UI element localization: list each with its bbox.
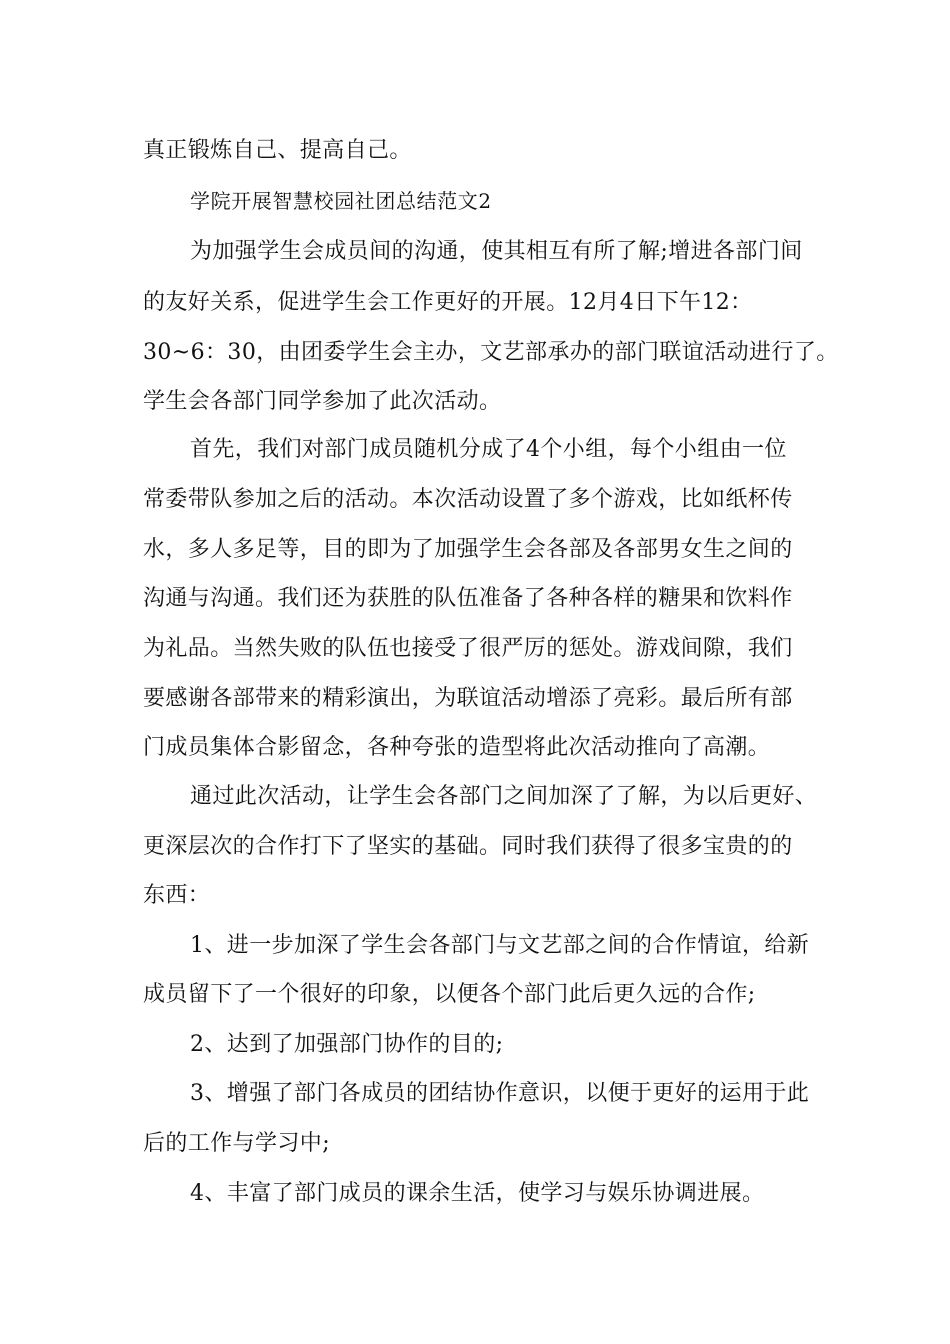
text-line: 真正锻炼自己、提高自己。 bbox=[143, 138, 412, 163]
text-line: 门成员集体合影留念，各种夸张的造型将此次活动推向了高潮。 bbox=[143, 735, 771, 760]
text-line: 要感谢各部带来的精彩演出，为联谊活动增添了亮彩。最后所有部 bbox=[143, 686, 793, 711]
text-line: 常委带队参加之后的活动。本次活动设置了多个游戏，比如纸杯传 bbox=[143, 487, 793, 512]
text-line: 首先，我们对部门成员随机分成了4个小组，每个小组由一位 bbox=[190, 437, 787, 462]
text-line: 学生会各部门同学参加了此次活动。 bbox=[143, 389, 502, 414]
text-line: 后的工作与学习中; bbox=[143, 1131, 331, 1156]
list-item: 2、达到了加强部门协作的目的; bbox=[190, 1032, 504, 1057]
list-item: 4、丰富了部门成员的课余生活，使学习与娱乐协调进展。 bbox=[190, 1181, 765, 1206]
text-line: 沟通与沟通。我们还为获胜的队伍准备了各种各样的糖果和饮料作 bbox=[143, 586, 793, 611]
text-line: 30~6：30，由团委学生会主办，文艺部承办的部门联谊活动进行了。 bbox=[143, 340, 839, 365]
text-line: 更深层次的合作打下了坚实的基础。同时我们获得了很多宝贵的的 bbox=[143, 834, 793, 859]
text-line: 为加强学生会成员间的沟通，使其相互有所了解;增进各部门间 bbox=[190, 239, 803, 264]
section-heading: 学院开展智慧校园社团总结范文2 bbox=[190, 189, 492, 213]
text-line: 水，多人多足等，目的即为了加强学生会各部及各部男女生之间的 bbox=[143, 537, 793, 562]
text-line: 的友好关系，促进学生会工作更好的开展。12月4日下午12： bbox=[143, 290, 753, 315]
text-line: 通过此次活动，让学生会各部门之间加深了了解，为以后更好、 bbox=[190, 784, 818, 809]
list-item: 3、增强了部门各成员的团结协作意识，以便于更好的运用于此 bbox=[190, 1081, 810, 1106]
text-line: 东西： bbox=[143, 883, 211, 908]
text-line: 成员留下了一个很好的印象，以便各个部门此后更久远的合作; bbox=[143, 982, 756, 1007]
text-line: 为礼品。当然失败的队伍也接受了很严厉的惩处。游戏间隙，我们 bbox=[143, 636, 793, 661]
list-item: 1、进一步加深了学生会各部门与文艺部之间的合作情谊，给新 bbox=[190, 933, 810, 958]
